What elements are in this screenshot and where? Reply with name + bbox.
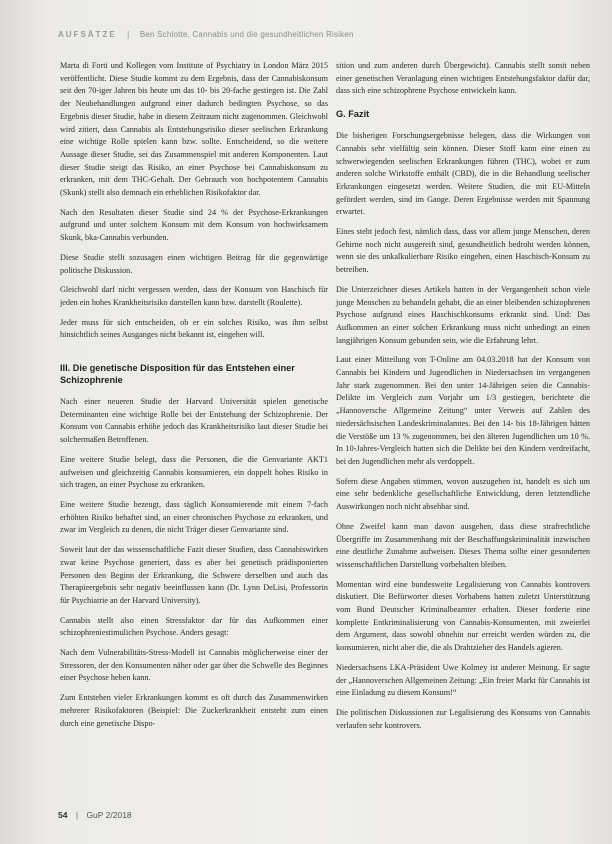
article-title: Ben Schlotte, Cannabis und die gesundheitlichen Risiken [139,30,354,39]
body-paragraph: Die bisherigen Forschungsergebnisse belegen, dass die Wirkungen von Cannabis sehr vielfältig sein können. Dieser Stoff kann eine einen zu schwerwiegenden seelischen Erkrankungen führen (THC), wobei er zum anderen solche Wirkstoffe enthält (CBD), die in die Behandlung seelischer Erkrankungen eingesetzt werden. Weitere Studien, die mit EU-Mitteln gefördert werden, sind im Gange. Deren Ergebnisse werden mit Spannung erwartet. [336,131,590,217]
body-paragraph: Nach dem Vulnerabilitäts-Stress-Modell ist Cannabis möglicherweise einer der Stressoren, der den Konsumenten näher oder gar über die Schwelle des Beginnes einer Psychose heben kann. [60,648,328,683]
body-paragraph: Die Unterzeichner dieses Artikels hatten in der Vergangenheit schon viele junge Menschen zu behandeln gehabt, die an einer bleibenden schizophrenen Psychose aufgrund eines Haschischkonsums erkrankt sind. Und: Das Aufkommen an einer solchen Erkrankung muss nicht unbedingt an einen langjährigen Konsum gebunden sein, wie die Erfahrung lehrt. [336,284,590,345]
page-footer [58,810,132,820]
body-paragraph: Soweit laut der das wissenschaftliche Fazit dieser Studien, dass Cannabiswirken zwar keine Psychose generiert, dass es aber bei genetisch prädisponierten Personen den Beginn der Erkrankung, die Schwere derselben und auch das Therapieergebnis sehr negativ beeinflussen kann (Dr. Lynn DeLisi, Professorin für Psychiatrie an der Harvard University). [60,545,328,605]
header-separator: | [127,30,130,39]
body-paragraph: Eines steht jedoch fest, nämlich dass, dass vor allem junge Menschen, deren Gehirne noch nicht ausgereift sind, gesundheitlich bedroht werden können, wenn sie des unkalkulierbare Risiko eingehen, einen Haschisch-Konsum zu betreiben. [336,227,590,275]
section-heading-genetic-disposition: III. Die genetische Disposition für das Entstehen einer Schizophrenie [60,363,295,386]
body-paragraph: Die politischen Diskussionen zur Legalisierung des Konsums von Cannabis verlaufen sehr kontrovers. [336,707,590,730]
body-paragraph: Cannabis stellt also einen Stressfaktor dar für das Aufkommen einer schizophreniestimulichen Psychose. Anders gesagt: [60,615,328,638]
body-paragraph: Eine weitere Studie belegt, dass die Personen, die die Genvariante AKT1 aufweisen und gleichzeitig Cannabis konsumieren, ein doppelt hohes Risiko in sich tragen, an einer Psychose zu erkranken. [60,454,328,490]
section-label: AUFSÄTZE [58,30,117,39]
body-paragraph: Eine weitere Studie bezeugt, dass täglich Konsumierende mit einem 7-fach erhöhten Risiko behaftet sind, an einer chronischen Psychose zu erkranken, und zwar im Vergleich zu denen, die nicht Träger dieser Genvariante sind. [60,499,328,535]
journal-issue: GuP 2/2018 [86,810,132,820]
footer-separator: | [75,810,79,820]
body-paragraph: sition und zum anderen durch Übergewicht). Cannabis stellt somit neben einer genetischen Veranlagung einen wichtigen Entstehungsfaktor dafür dar, dass sich eine schizophrene Psychose entwickeln kann. [336,61,590,96]
body-paragraph: Gleichwohl darf nicht vergessen werden, dass der Konsum von Haschisch für jeden ein hohes Krankheitsrisiko darstellen kann bzw. darstellt (Roulette). [60,285,328,307]
body-paragraph: Sofern diese Angaben stimmen, wovon auszugehen ist, handelt es sich um eine sehr bedenkliche gesellschaftliche Entwicklung, deren letztendliche Auswirkungen noch nicht absehbar sind. [336,476,590,512]
section-heading-fazit: G. Fazit [336,109,370,120]
body-paragraph: Niedersachsens LKA-Präsident Uwe Kolmey ist anderer Meinung. Er sagte der „Hannoverschen Allgemeinen Zeitung: „Ein freier Markt für Cannabis ist eine Einladung zu diesem Konsum!“ [336,662,590,698]
body-paragraph: Laut einer Mitteilung von T-Online am 04.03.2018 hat der Konsum von Cannabis bei Kindern und Jugendlichen in Niedersachsen im vergangenen Jahr stark zugenommen. Bei den unter 14-Jährigen seien die Cannabis-Delikte im Vergleich zum Vorjahr um 1/3 gestiegen, berichtete die „Hannoversche Allgemeine Zeitung“ unter Verweis auf Zahlen des niedersächsischen Landeskriminalamtes. Bei den 14- bis 18-Jährigen hätten die Verstöße um 13 % zugenommen, bei den älteren Jugendlichen um 10 %. In 10-Jahres-Vergleich hatten sich die Delikte bei den Kindern verdreifacht, bei den Jugendlichen mehr als verdoppelt. [336,355,590,466]
body-paragraph: Momentan wird eine bundesweite Legalisierung von Cannabis kontrovers diskutiert. Die Befürworter dieses Vorhabens hatten zuletzt Unterstützung vom Bund Deutscher Kriminalbeamter erhalten. Dieser forderte eine komplette Entkriminalisierung von Cannabis-Konsumenten, mit zweierlei dem Argument, dass sowohl ohnehin nur erreicht werden würden zu, die konsumieren, nicht aber die, die als Drahtzieher des Handels agieren. [336,579,590,653]
right-column [336,60,590,739]
body-paragraph: Zum Entstehen vieler Erkrankungen kommt es oft durch das Zusammenwirken mehrerer Risikofaktoren (Beispiel: Die Zuckerkrankheit entsteht zum einen durch eine genetische Dispo- [60,693,328,728]
running-head [58,30,578,39]
body-paragraph: Jeder muss für sich entscheiden, ob er ein solches Risiko, was ihm selbst hinsichtlich seines Ausganges nicht bekannt ist, eingehen will. [60,317,328,340]
body-paragraph: Marta di Forti und Kollegen vom Institute of Psychiatry in London März 2015 veröffentlicht. Diese Studie kommt zu dem Ergebnis, dass der Cannabiskonsum seit den 70-iger Jahren bis heute um das 10- bis 20-fache gestiegen ist. Die Zahl der Neubehandlungen aufgrund einer dadurch bedingten Psychose, so das Ergebnis dieser Studie, habe in diesem Zeitraum nicht zugenommen. Gleichwohl wird zitiert, dass Cannabis als Entstehungsrisiko dieser seelischen Erkrankung eine wichtige Rolle spielen kann bzw. sollte. Entscheidend, so die weitere Aussage dieser Studie, sei das Zusammenspiel mit anderen Komponenten. Laut dieser Studie steigt das Risiko, an einer Psychose bei Cannabiskonsum zu erkranken, mit dem THC-Gehalt. Der Gebrauch von hochpotentem Cannabis (Skunk) stellt also demnach ein erheblichen Risikofaktor dar. [60,61,328,198]
body-paragraph: Nach den Resultaten dieser Studie sind 24 % der Psychose-Erkrankungen aufgrund und unter solchem Konsum mit dem Konsum von hochwirksamem Skunk, bka-Cannabis verbunden. [60,207,328,243]
page-number: 54 [58,810,68,820]
left-column [60,60,328,737]
body-paragraph: Nach einer neueren Studie der Harvard Universität spielen genetische Determinanten eine wichtige Rolle bei der Entstehung der Schizophrenie. Der Konsum von Cannabis erhöhe jedoch das Krankheitsrisiko laut dieser Studie bei solchermaßen Betroffenen. [60,397,328,445]
body-paragraph: Diese Studie stellt sozusagen einen wichtigen Beitrag für die gegenwärtige politische Diskussion. [60,252,328,275]
body-paragraph: Ohne Zweifel kann man davon ausgehen, dass diese strafrechtliche Übergriffe im Zusammenhang mit der Beschaffungskriminalität inzwischen eine deutliche Zunahme aufweisen. Dieses Thema sollte einer gesonderten wissenschaftlichen Darstellung vorbehalten bleiben. [336,521,590,569]
